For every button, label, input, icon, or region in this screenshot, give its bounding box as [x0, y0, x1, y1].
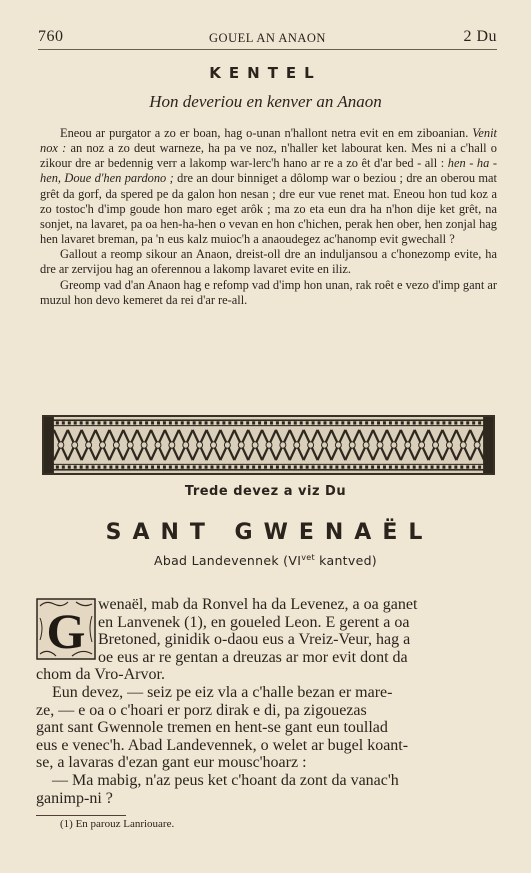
- text-line: en Lanvenek (1), en goueled Leon. E gerent a oa: [98, 613, 410, 631]
- paragraph: [40, 126, 497, 247]
- section-heading: KENTEL: [209, 64, 322, 82]
- text-line: — Ma mabig, n'az peus ket c'hoant da zont da vanac'h: [52, 771, 399, 789]
- footnote-rule: [36, 815, 126, 816]
- italic-phrase: hen - ha - hen, Doue d'hen pardono ;: [40, 156, 498, 186]
- paragraph: [40, 247, 497, 277]
- section-subtitle: Hon deveriou en kenver an Anaon: [149, 92, 382, 111]
- text-line: gant sant Gwennole tremen en hent-se gant eun toullad: [36, 719, 388, 737]
- footnote: (1) En parouz Lanriouare.: [60, 818, 175, 830]
- text-line: ze, — e oa o c'hoari er porz dirak e di, pa zigouezas: [36, 701, 367, 719]
- text-line: oe eus ar re gentan a dreuzas ar mor evit dont da: [98, 648, 408, 666]
- text-run: dre an dour binniget a dôlomp war o beziou ; dre an oberou mat grêt da gorf, da spered pe da galon hon nesan ; dre eur vue renet mat. Eneou hon tud koz a zo tostoc'h d'imp goude hon maro eget arôk ; ma zo eta eun dra ha n'hon dije ket grêt, na sonjet, na lavaret, pa oa hen-ha-hen o vevan en hon c'hichen, perak hen ober, hen zonjal hag hen lavaret breman, pa 'n eus kalz muioc'h a anaoudegez ac'hanomp evit gwechall ?: [40, 171, 497, 247]
- paragraph: [40, 278, 497, 308]
- text-line: ganimp-ni ?: [36, 789, 113, 807]
- abbot-prefix: Abad Landevennek (VI: [154, 553, 302, 569]
- dropcap-letter: G: [46, 603, 86, 659]
- running-title: GOUEL AN ANAON: [209, 31, 326, 45]
- text-line: se, a lavaras d'ezan gant eur mousc'hoarz :: [36, 754, 307, 772]
- text-line: Eun devez, — seiz pe eiz vla a c'halle bezan er mare-: [52, 683, 393, 701]
- running-header: [38, 28, 497, 50]
- text-run: Greomp vad d'an Anaon hag e refomp vad d'imp hon unan, rak roêt e vezo d'imp gant ar muzul hon devo kemeret da rei d'ar re-all.: [40, 277, 497, 307]
- text-line: wenaël, mab da Ronvel ha da Levenez, a oa ganet: [98, 596, 418, 613]
- day-heading: Trede devez a viz Du: [184, 484, 347, 499]
- text-line: chom da Vro-Arvor.: [36, 666, 165, 684]
- lesson-text: [40, 126, 497, 308]
- text-run: Gallout a reomp sikour an Anaon, dreist-oll dre an induljansou a c'honezomp evite, ha dre ar zervijou hag an oferennou a lakomp lavaret evite en iliz.: [40, 247, 497, 277]
- abbot-suffix: kantved): [314, 553, 377, 569]
- text-run: an noz a zo deut warneze, ha pa ve noz, n'haller ket labourat ken. Mes ni a c'hall o zikour dre ar bedennig verr a lakomp war-lerc'h hano ar re a zo êt d'ar bed - all :: [40, 141, 497, 171]
- text-line: Bretoned, ginidik o-daou eus a Vreiz-Veur, hag a: [98, 631, 411, 649]
- text-line: eus e venec'h. Abad Landevennek, o welet ar bugel koant-: [36, 736, 409, 754]
- page-number: 760: [38, 28, 64, 45]
- italic-phrase: Venit nox :: [40, 126, 497, 156]
- text-run: Eneou ar purgator a zo er boan, hag o-unan n'hallont netra evit en em ziboanian.: [60, 126, 473, 140]
- saint-life-text: [36, 596, 497, 807]
- saint-subtitle: [0, 553, 531, 568]
- abbot-ordinal: vet: [301, 553, 315, 562]
- header-rule: [38, 49, 497, 50]
- decorative-border-ornament: [42, 415, 495, 475]
- header-date: 2 Du: [463, 28, 497, 45]
- celtic-knot-band: [44, 417, 493, 473]
- saint-title: SANT GWENAËL: [105, 520, 434, 545]
